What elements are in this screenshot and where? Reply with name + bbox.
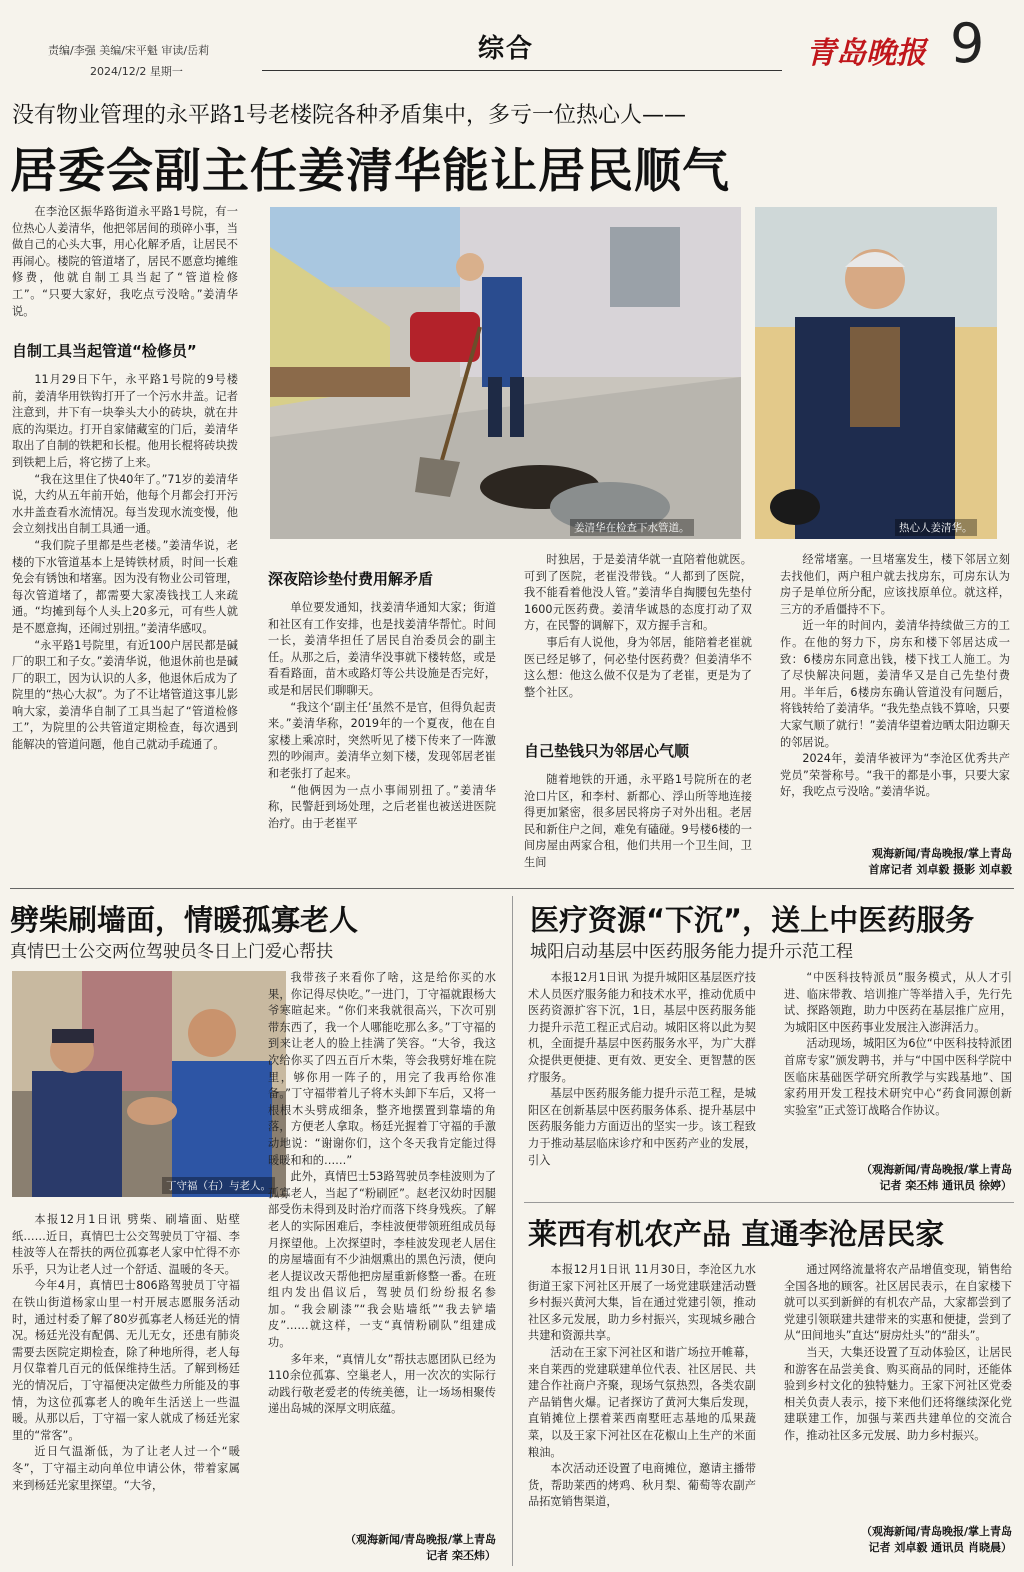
photo2-caption: 热心人姜清华。 [895,519,977,536]
story4-col1: 本报12月1日讯 11月30日，李沧区九水街道王家下河社区开展了一场党建联建活动暨乡村振兴黄河大集，旨在通过党建引领，推动社区多元发展，助力乡村振兴，实现城乡融合共建和资源共享。 活动在王家下河社区和谐广场拉开帷幕，来自莱西的党建联建单位代表、社区居民、共建合作社商户齐聚，现场气氛热烈，各类农副产品销售火爆。记者探访了黄河大集后发现，直销摊位上摆着莱西南墅旺志基地的瓜果蔬菜，以及王家下河社区在花椒山上生产的米面粮油。 本次活动还设置了电商摊位，邀请主播带货，帮助莱西的烤鸡、秋月梨、葡萄等农副产品拓宽销售渠道， [528,1263,756,1509]
sewer-scene-image [270,207,741,539]
story1-col1-body: 11月29日下午，永平路1号院的9号楼前，姜清华用铁钩打开了一个污水井盖。记者注意到，井下有一块拳头大小的砖块，就在井底的沟渠边。打开自家储藏室的门后，姜清华取出了自制的铁耙和长棍。他用长棍将砖块拨到铁耙上后，将它捞了上来。 “我在这里住了快40年了。”71岁的姜清华说，大约从五年前开始，他每个月都会打开污水井盖查看水流情况。每当发现水流变慢，他会立刻找出自制工具通一通。 “我们院子里都是些老楼。”姜清华说，老楼的下水管道基本上是铸铁材质，时间一长难免会有锈蚀和堵塞。因为没有物业公司管理，每次管道堵了，都需要大家凑钱找工人来疏通。“均摊到每个人头上20多元，可有些人就是不愿意掏，还闹过别扭。”姜清华感叹。 “永平路1号院里，有近100户居民都是碱厂的职工和子女。”姜清华说，他退休前也是碱厂的职工，因为认识的人多，他退休后成为了院里的“热心大叔”。为了不让堵管道这事儿影响大家，姜清华自制了工具当起了“管道检修工”，为院里的公共管道定期检查，每次遇到能解决的管道问题，他自己就动手疏通了。 [12,373,238,752]
driver-elder-image [12,971,286,1197]
story1-intro: 在李沧区振华路街道永平路1号院，有一位热心人姜清华，他把邻居间的琐碎小事，当做自己的心头大事，用心化解矛盾，让居民不再闹心。楼院的管道堵了，居民不愿意均摊维修费，他就自制工具当起了“管道检修工”。“只要大家好，我吃点亏没啥。”姜清华说。 [12,205,238,318]
editors-line: 责编/李强 美编/宋平魁 审读/岳莉 [48,44,210,57]
paper-masthead: 青岛晚报 [806,36,926,71]
story1-col3-body-b: 随着地铁的开通，永平路1号院所在的老沧口片区，和李村、新都心、浮山所等地连接得更加紧密，很多居民将房子对外出租。老居民和新住户之间，难免有磕碰。9号楼6楼的一间房屋由两家合租，他们共用一个卫生间，卫生间 [524,773,752,869]
story4-headline: 莱西有机农产品 直通李沧居民家 [528,1217,945,1251]
story4-col2: 通过网络流量将农产品增值变现，销售给全国各地的顾客。社区居民表示，在自家楼下就可以买到新鲜的有机农产品，大家都尝到了党建引领联建共建带来的实惠和便捷，尝到了从“田间地头”直达“厨房灶头”的“甜头”。 当天，大集还设置了互动体验区，让居民和游客在品尝美食、购买商品的同时，还能体验到乡村文化的独特魅力。王家下河社区党委相关负责人表示，接下来他们还将继续深化党建联建工作，加强与莱西共建单位的交流合作，推动社区多元发展、助力乡村振兴。 [784,1263,1012,1442]
story1-subhead-3: 自己垫钱只为邻居心气顺 [524,742,690,760]
header-rule [262,70,782,71]
story1-kicker: 没有物业管理的永平路1号老楼院各种矛盾集中，多亏一位热心人—— [12,103,686,128]
photo-driver-with-elder [12,971,286,1197]
column-divider [512,896,513,1566]
story3-col1: 本报12月1日讯 为提升城阳区基层医疗技术人员医疗服务能力和技术水平，推动优质中医药资源扩容下沉，1日，基层中医药服务能力提升示范工程正式启动。城阳区将以此为契机，全面提升基层中医药服务水平，为广大群众提供更便捷、更有效、更安全、更智慧的医疗服务。 基层中医药服务能力提升示范工程，是城阳区在创新基层中医药服务体系、提升基层中医药服务能力方面迈出的坚实一步。该工程致力于推动基层临床诊疗和中医药产业的发展，引入 [528,971,756,1167]
story3-byline: （观海新闻/青岛晚报/掌上青岛 记者 栾丕炜 通讯员 徐婷） [860,1163,1012,1192]
issue-date: 2024/12/2 星期一 [90,65,183,78]
story1-byline: 观海新闻/青岛晚报/掌上青岛 首席记者 刘卓毅 摄影 刘卓毅 [868,847,1012,876]
story4-byline: （观海新闻/青岛晚报/掌上青岛 记者 刘卓毅 通讯员 肖晓晨） [860,1525,1012,1554]
photo1-caption: 姜清华在检查下水管道。 [570,519,694,536]
story1-col3-body-a: 时独居，于是姜清华就一直陪着他就医。可到了医院，老崔没带钱。“人都到了医院，我不能看着他没人管。”姜清华自掏腰包先垫付1600元医药费。姜清华诚恳的态度打动了双方，在民警的调解下，双方握手言和。 事后有人说他，身为邻居，能陪着老崔就医已经足够了，何必垫付医药费？但姜清华不这么想：他这么做不仅是为了老崔，更是为了整个社区。 [524,553,752,699]
story2-byline: （观海新闻/青岛晚报/掌上青岛 记者 栾丕炜） [344,1533,496,1562]
story2-col1: 本报12月1日讯 劈柴、刷墙面、贴壁纸……近日，真情巴士公交驾驶员丁守福、李桂波等人在帮扶的两位孤寡老人家中忙得不亦乐乎，只为让老人过一个舒适、温暖的冬天。 今年4月，真情巴士806路驾驶员丁守福在铁山街道杨家山里一村开展志愿服务活动时，通过村委了解了80岁孤寡老人杨廷光的情况。杨廷光没有配偶、无儿无女，还患有肺炎需要去医院定期检查，除了种地所得，老人每月仅靠着几百元的低保维持生活。了解到杨廷光的情况后，丁守福便决定做些力所能及的事情，为这位孤寡老人的晚年生活送上一些温暖。从那以后，丁守福一家人就成了杨廷光家里的“常客”。 近日气温渐低，为了让老人过一个“暖冬”，丁守福主动向单位申请公休，带着家属来到杨廷光家里探望。“大爷， [12,1213,240,1492]
story3-subhead: 城阳启动基层中医药服务能力提升示范工程 [530,942,853,962]
section-divider [10,888,1014,889]
page-number: 9 [950,12,985,75]
story1-col4-body: 经常堵塞。一旦堵塞发生，楼下邻居立刻去找他们，两户租户就去找房东，可房东认为房子是单位所分配，应该找原单位。就这样，三方的矛盾僵持不下。 近一年的时间内，姜清华持续做三方的工作。在他的努力下，房东和楼下邻居达成一致：6楼房东同意出钱，楼下找工人施工。为了尽快解决问题，姜清华又是自己先垫付费用。半年后，6楼房东确认管道没有问题后，将钱转给了姜清华。“我先垫点钱不算啥，只要大家气顺了就行！”姜清华望着边晒太阳边聊天的邻居说。 2024年，姜清华被评为“李沧区优秀共产党员”荣誉称号。“我干的都是小事，只要大家好，我吃点亏没啥。”姜清华说。 [780,553,1010,799]
story2-headline: 劈柴刷墙面，情暖孤寡老人 [10,903,359,937]
story2-photo-caption: 丁守福（右）与老人。 [162,1177,275,1194]
story3-headline: 医疗资源“下沉”，送上中医药服务 [530,903,975,937]
story1-subhead-1: 自制工具当起管道“检修员” [12,342,197,360]
story2-col2: 我带孩子来看你了啥，这是给你买的水果，你记得尽快吃。”一进门，丁守福就跟杨大爷寒暄起来。“你们来我就很高兴，下次可别带东西了，我一个人哪能吃那么多。”丁守福的到来让老人的脸上挂满了笑容。“大爷，我这次给你买了四五百斤木柴，等会我劈好堆在院里，够你用一阵子的，用完了我再给你准备。”丁守福带着儿子将木头卸下车后，又将一根根木头劈成细条，整齐地摆置到靠墙的角落，方便老人拿取。杨廷光握着丁守福的手激动地说：“谢谢你们，这个冬天我肯定能过得暖暖和和的……” 此外，真情巴士53路驾驶员李桂波则为了孤寡老人，当起了“粉刷匠”。赵老汉幼时因腿部受伤未得到及时治疗而落下终身残疾。了解老人的实际困难后，李桂波便带领班组成员每月探望他。上次探望时，李桂波发现老人居住的房屋墙面有不少油烟熏出的黑色污渍，便向老人提议改天帮他把房屋重新修整一番。在班组内发出倡议后，驾驶员们纷纷报名参加。“我会刷漆”“我会贴墙纸”“我去铲墙皮”……就这样，一支“真情粉刷队”组建成功。 多年来，“真情儿女”帮扶志愿团队已经为110余位孤寡、空巢老人，用一次次的实际行动践行敬老爱老的传统美德，让一场场相聚传递出岛城的深厚文明底蕴。 [268,971,496,1416]
story1-subhead-2: 深夜陪诊垫付费用解矛盾 [268,570,434,588]
story3-col2: “中医科技特派员”服务模式，从人才引进、临床带教、培训推广等举措入手，先行先试、探路领跑，助力中医药在基层推广应用，为城阳区中医药事业发展注入澎湃活力。 活动现场，城阳区为6位“中医科技特派团首席专家”颁发聘书，并与“中国中医科学院中医临床基础医学研究所教学与实践基地”、国家药用开发工程技术研究中心“药食同源创新实验室”正式签订战略合作协议。 [784,971,1012,1117]
photo-inspecting-sewer [270,207,741,539]
story1-headline: 居委会副主任姜清华能让居民顺气 [10,144,730,199]
story2-subhead: 真情巴士公交两位驾驶员冬日上门爱心帮扶 [10,942,333,962]
photo-portrait-jiang [755,207,997,539]
story3-bottom-rule [524,1202,1014,1203]
portrait-image [755,207,997,539]
section-title: 综合 [478,34,535,64]
story1-col2-body: 单位要发通知，找姜清华通知大家；街道和社区有工作安排，也是找姜清华帮忙。时间一长，姜清华担任了居民自治委员会的副主任。从那之后，姜清华没事就下楼转悠，或是看看路面，苗木或路灯等公共设施是否完好，或是和居民们聊聊天。 “我这个‘副主任’虽然不是官，但得负起责来。”姜清华称，2019年的一个夏夜，他在自家楼上乘凉时，突然听见了楼下传来了一阵激烈的吵闹声。姜清华立刻下楼，发现邻居老崔和老张打了起来。 “他俩因为一点小事闹别扭了。”姜清华称，民警赶到场处理，之后老崔也被送进医院治疗。由于老崔平 [268,601,496,830]
